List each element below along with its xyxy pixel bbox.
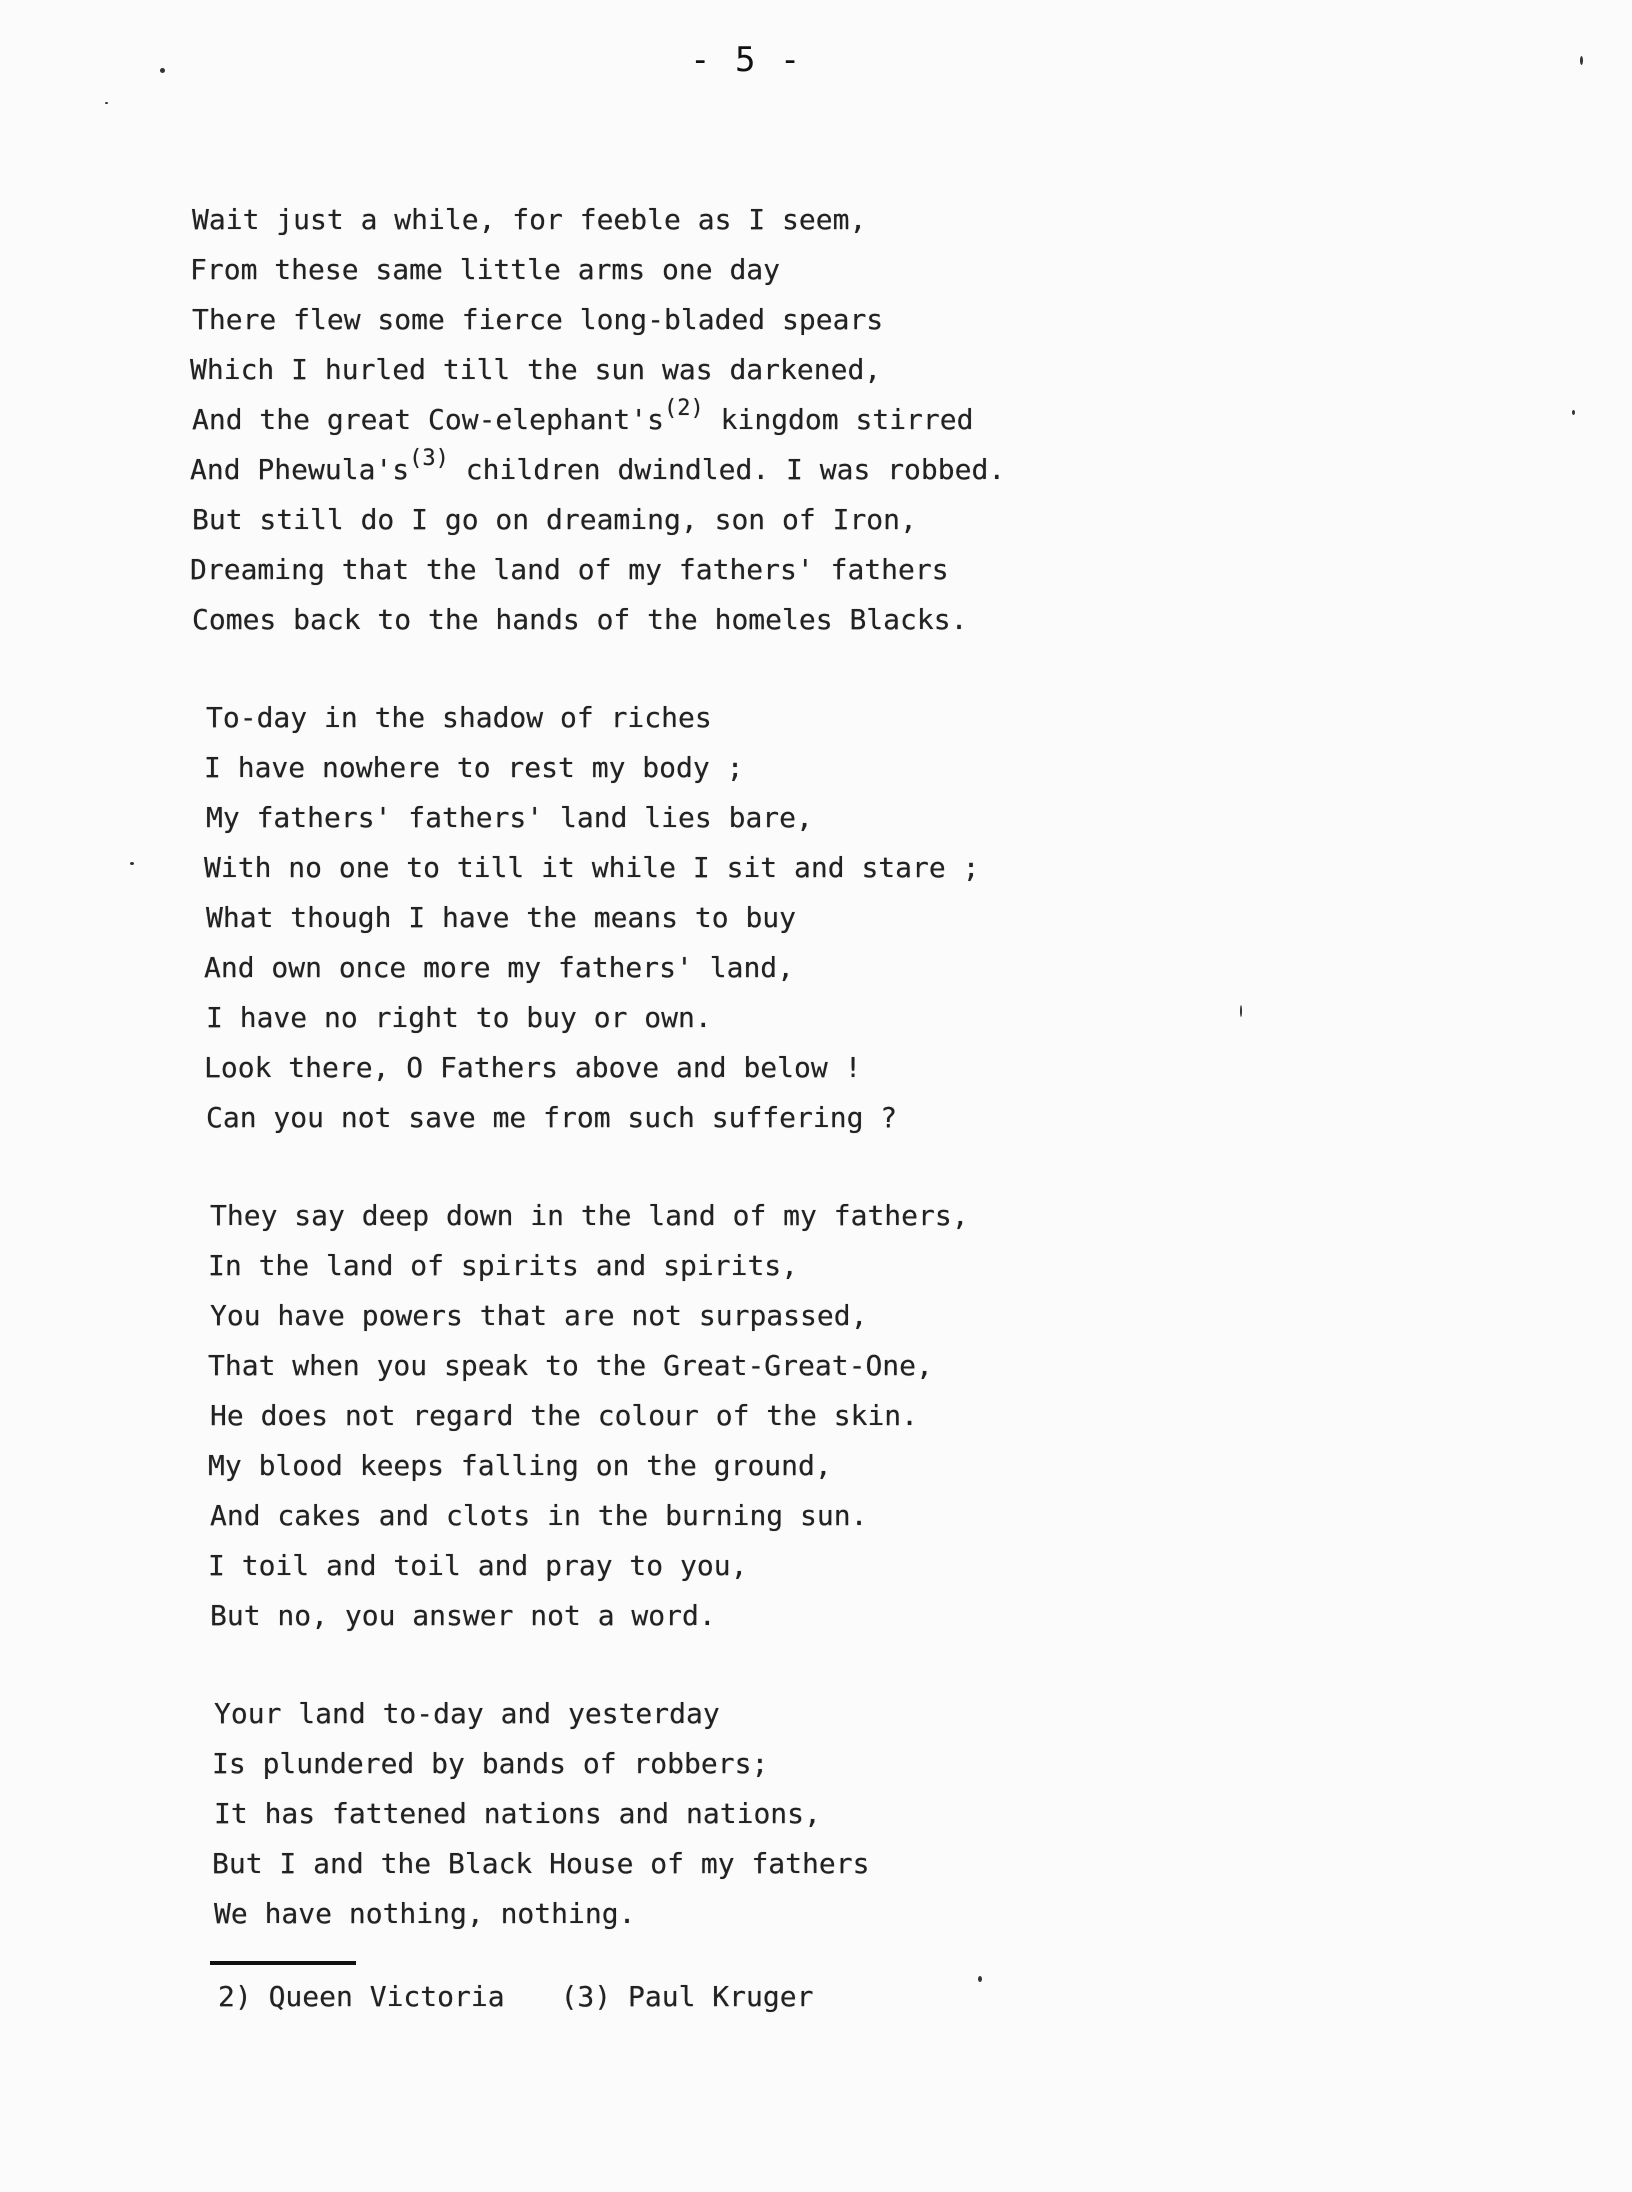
poem-line: My fathers' fathers' land lies bare, [206,801,813,834]
stanza-2 [204,693,1390,1143]
poem-line: Which I hurled till the sun was darkened, [190,353,882,386]
footnote-3: (3) Paul Kruger [560,1980,814,2013]
poem-line: In the land of spirits and spirits, [208,1249,799,1282]
poem-line: Can you not save me from such suffering ? [206,1101,898,1134]
stanza-4 [212,1689,1390,1939]
poem [190,195,1390,1987]
poem-line-text: And Phewula's [190,453,410,486]
poem-line: You have powers that are not surpassed, [210,1299,868,1332]
poem-line: They say deep down in the land of my fathers, [210,1199,969,1232]
poem-line [192,395,1390,445]
footnote-2: 2) Queen Victoria [218,1980,505,2013]
page-number: - 5 - [690,40,803,80]
poem-line: Your land to-day and yesterday [214,1697,720,1730]
poem-line: But I and the Black House of my fathers [212,1847,870,1880]
poem-line: Dreaming that the land of my fathers' fathers [190,553,949,586]
poem-line: It has fattened nations and nations, [214,1797,821,1830]
poem-line-text: And the great Cow-elephant's [192,403,665,436]
footnote-marker-3: (3) [409,446,449,471]
poem-line: With no one to till it while I sit and stare ; [204,851,980,884]
scan-speck [105,102,108,104]
footnote-rule [210,1961,356,1965]
poem-line-text: kingdom stirred [703,403,974,436]
poem-line: From these same little arms one day [190,253,781,286]
poem-line: But still do I go on dreaming, son of Iron, [192,503,917,536]
stanza-1 [190,195,1390,645]
poem-line: We have nothing, nothing. [214,1897,636,1930]
poem-line: That when you speak to the Great-Great-One, [208,1349,933,1382]
poem-line-text: children dwindled. I was robbed. [448,453,1006,486]
stanza-3 [208,1191,1390,1641]
poem-line: And own once more my fathers' land, [204,951,795,984]
footnotes [218,1980,813,2013]
scan-speck [1580,56,1583,65]
poem-line: There flew some fierce long-bladed spears [192,303,884,336]
poem-line: I have nowhere to rest my body ; [204,751,744,784]
poem-line: Comes back to the hands of the homeles Blacks. [192,603,968,636]
poem-line: He does not regard the colour of the skin. [210,1399,919,1432]
footnote-marker-2: (2) [664,396,704,421]
poem-line: And cakes and clots in the burning sun. [210,1499,868,1532]
scan-speck [978,1976,982,1982]
scan-speck [1240,1005,1242,1017]
poem-line: What though I have the means to buy [206,901,797,934]
poem-line: To-day in the shadow of riches [206,701,712,734]
poem-line: Look there, O Fathers above and below ! [204,1051,862,1084]
poem-line: Wait just a while, for feeble as I seem, [192,203,867,236]
poem-line: I toil and toil and pray to you, [208,1549,748,1582]
poem-line: My blood keeps falling on the ground, [208,1449,832,1482]
poem-line [190,445,1390,495]
poem-line: I have no right to buy or own. [206,1001,712,1034]
scan-speck [130,862,134,865]
poem-line: Is plundered by bands of robbers; [212,1747,769,1780]
poem-line: But no, you answer not a word. [210,1599,716,1632]
scan-speck [1572,410,1575,415]
scan-speck [160,68,165,73]
